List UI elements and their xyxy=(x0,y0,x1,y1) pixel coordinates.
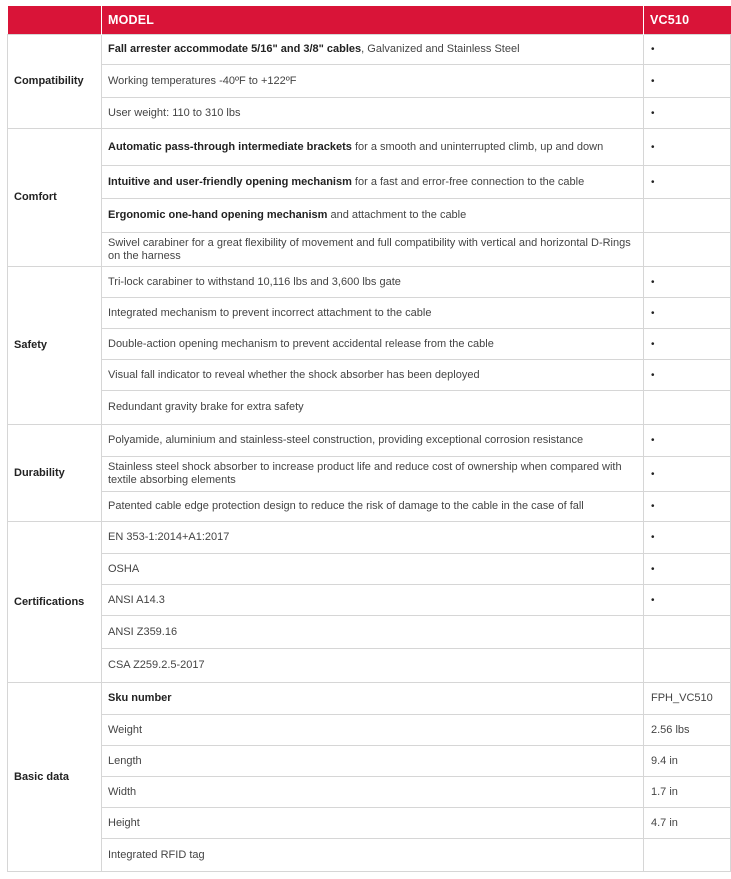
value-cell xyxy=(644,98,731,129)
feature-cell xyxy=(102,360,644,391)
bullet-icon: • xyxy=(651,141,655,153)
value-cell xyxy=(644,267,731,298)
table-row xyxy=(8,166,731,199)
feature-highlight: Ergonomic one-hand opening mechanism xyxy=(108,209,328,221)
value-text: 2.56 lbs xyxy=(651,723,690,736)
bullet-icon: • xyxy=(651,435,655,446)
table-row xyxy=(8,715,731,746)
value-cell xyxy=(644,391,731,425)
feature-highlight: Intuitive and user-friendly opening mechanism xyxy=(108,175,352,188)
bullet-icon: • xyxy=(651,307,655,319)
table-row xyxy=(8,329,731,360)
feature-cell xyxy=(102,35,644,65)
table-row xyxy=(8,839,731,872)
feature-text: Width xyxy=(108,785,137,798)
table-row xyxy=(8,683,731,715)
feature-text: User weight: 110 to 310 lbs xyxy=(108,106,241,119)
table-row xyxy=(8,585,731,616)
feature-text: OSHA xyxy=(108,562,140,575)
value-cell xyxy=(644,616,731,649)
header-model-label: MODEL xyxy=(102,6,644,35)
feature-cell xyxy=(102,129,644,166)
feature-text: EN 353-1:2014+A1:2017 xyxy=(108,531,230,543)
table-header-row xyxy=(8,6,731,35)
feature-cell xyxy=(102,492,644,522)
feature-text: Tri-lock carabiner to withstand 10,116 lbs and 3,600 lbs gate xyxy=(108,275,401,288)
category-cell: Durability xyxy=(8,425,102,522)
feature-cell xyxy=(102,425,644,457)
feature-cell xyxy=(102,777,644,808)
bullet-icon: • xyxy=(651,276,655,288)
table-row xyxy=(8,129,731,166)
bullet-icon: • xyxy=(651,44,655,55)
bullet-icon: • xyxy=(651,532,655,543)
feature-cell xyxy=(102,839,644,872)
table-row xyxy=(8,649,731,683)
feature-cell xyxy=(102,329,644,360)
table-row xyxy=(8,35,731,65)
feature-text: Working temperatures -40ºF to +122ºF xyxy=(108,74,297,87)
feature-cell xyxy=(102,233,644,267)
feature-text: Swivel carabiner for a great flexibility of movement and full compatibility with vertical and horizontal D-Rings on the harness xyxy=(108,236,631,262)
value-cell xyxy=(644,166,731,199)
feature-cell xyxy=(102,585,644,616)
value-cell xyxy=(644,457,731,492)
feature-text: Double-action opening mechanism to prevent accidental release from the cable xyxy=(108,337,494,350)
feature-text: Patented cable edge protection design to reduce the risk of damage to the cable in the case of fall xyxy=(108,500,584,512)
bullet-icon: • xyxy=(651,594,655,606)
bullet-icon: • xyxy=(651,107,655,119)
value-cell xyxy=(644,360,731,391)
value-text: 9.4 in xyxy=(651,754,678,767)
feature-text: ANSI Z359.16 xyxy=(108,625,178,638)
feature-cell xyxy=(102,522,644,554)
table-row xyxy=(8,777,731,808)
bullet-icon: • xyxy=(651,563,655,575)
feature-text: ANSI A14.3 xyxy=(108,593,165,606)
feature-cell xyxy=(102,746,644,777)
feature-text: Visual fall indicator to reveal whether the shock absorber has been deployed xyxy=(108,368,480,381)
value-cell xyxy=(644,777,731,808)
table-row xyxy=(8,98,731,129)
table-row xyxy=(8,267,731,298)
value-cell xyxy=(644,199,731,233)
value-cell xyxy=(644,65,731,98)
feature-cell xyxy=(102,267,644,298)
table-row xyxy=(8,492,731,522)
feature-text: Stainless steel shock absorber to increase product life and reduce cost of ownership when compared with textile absorbing elements xyxy=(108,461,622,486)
value-cell xyxy=(644,425,731,457)
table-row xyxy=(8,65,731,98)
feature-cell xyxy=(102,457,644,492)
value-cell xyxy=(644,35,731,65)
bullet-icon: • xyxy=(651,176,655,188)
header-model-name: VC510 xyxy=(644,6,731,35)
value-cell xyxy=(644,585,731,616)
bullet-icon: • xyxy=(651,338,655,350)
feature-cell xyxy=(102,98,644,129)
table-row xyxy=(8,360,731,391)
table-row xyxy=(8,199,731,233)
feature-cell xyxy=(102,298,644,329)
feature-text: and attachment to the cable xyxy=(327,209,467,221)
feature-highlight: Sku number xyxy=(108,692,172,704)
value-cell xyxy=(644,129,731,166)
feature-cell xyxy=(102,616,644,649)
value-text: 4.7 in xyxy=(651,816,678,829)
feature-cell xyxy=(102,166,644,199)
feature-text: Redundant gravity brake for extra safety xyxy=(108,401,304,413)
feature-cell xyxy=(102,391,644,425)
value-cell xyxy=(644,298,731,329)
value-cell xyxy=(644,683,731,715)
category-cell: Comfort xyxy=(8,129,102,267)
feature-text: for a smooth and uninterrupted climb, up and down xyxy=(351,140,604,153)
header-category-cell xyxy=(8,6,102,35)
value-cell xyxy=(644,233,731,267)
feature-cell xyxy=(102,715,644,746)
table-row xyxy=(8,554,731,585)
value-cell xyxy=(644,715,731,746)
feature-text: for a fast and error-free connection to the cable xyxy=(351,175,585,188)
bullet-icon: • xyxy=(651,501,655,512)
value-cell xyxy=(644,554,731,585)
feature-text: Integrated RFID tag xyxy=(108,848,205,861)
bullet-icon: • xyxy=(651,468,655,480)
feature-highlight: Automatic pass-through intermediate brackets xyxy=(108,140,352,153)
feature-text: Length xyxy=(108,754,142,767)
feature-cell xyxy=(102,808,644,839)
bullet-icon: • xyxy=(651,369,655,381)
spec-body xyxy=(8,35,731,872)
feature-text: CSA Z259.2.5-2017 xyxy=(108,659,205,671)
table-row xyxy=(8,457,731,492)
category-cell: Compatibility xyxy=(8,35,102,129)
table-row xyxy=(8,233,731,267)
table-row xyxy=(8,808,731,839)
category-cell: Certifications xyxy=(8,522,102,683)
feature-cell xyxy=(102,65,644,98)
value-cell xyxy=(644,649,731,683)
value-cell xyxy=(644,522,731,554)
feature-text: Polyamide, aluminium and stainless-steel construction, providing exceptional corrosion resistance xyxy=(108,434,584,446)
value-cell xyxy=(644,492,731,522)
table-row xyxy=(8,616,731,649)
category-cell: Basic data xyxy=(8,683,102,872)
table-row xyxy=(8,522,731,554)
feature-text: Integrated mechanism to prevent incorrect attachment to the cable xyxy=(108,306,432,319)
category-cell: Safety xyxy=(8,267,102,425)
feature-highlight: Fall arrester accommodate 5/16" and 3/8" cables xyxy=(108,43,362,55)
value-cell xyxy=(644,839,731,872)
value-text: 1.7 in xyxy=(651,785,678,798)
feature-cell xyxy=(102,649,644,683)
spec-table xyxy=(7,6,731,872)
bullet-icon: • xyxy=(651,75,655,87)
value-cell xyxy=(644,808,731,839)
feature-text: Height xyxy=(108,816,140,829)
feature-text: , Galvanized and Stainless Steel xyxy=(361,43,520,55)
table-row xyxy=(8,391,731,425)
table-row xyxy=(8,298,731,329)
value-cell xyxy=(644,329,731,360)
feature-cell xyxy=(102,199,644,233)
value-text: FPH_VC510 xyxy=(651,692,713,704)
feature-cell xyxy=(102,683,644,715)
table-row xyxy=(8,746,731,777)
feature-cell xyxy=(102,554,644,585)
value-cell xyxy=(644,746,731,777)
feature-text: Weight xyxy=(108,723,143,736)
table-row xyxy=(8,425,731,457)
